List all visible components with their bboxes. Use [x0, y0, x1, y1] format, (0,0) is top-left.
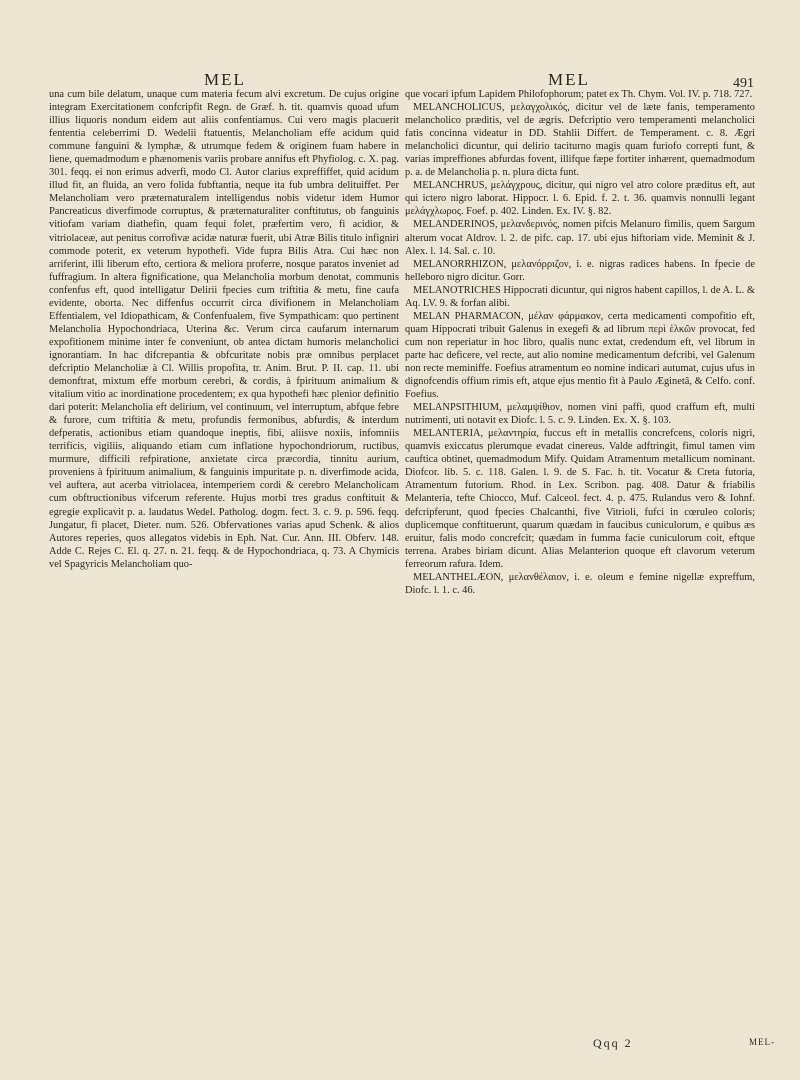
- paragraph: que vocari ipfum Lapidem Philofophorum; patet ex Th. Chym. Vol. IV. p. 718. 727.: [405, 89, 753, 100]
- right-column: [405, 88, 755, 597]
- dictionary-entry: MELANDERINOS, μελανδερινός, nomen pifcis Melanuro fimilis, quem Sargum alterum vocat Aldrov. l. 2. de pifc. cap. 17. ubi ejus hiftoriam vide. Meminit & J. Alex. l. 14. Sal. c. 10.: [405, 219, 755, 257]
- dictionary-entry: MELANPSITHIUM, μελαμψίθιον, nomen vini paffi, quod craffum eft, multi nutrimenti, uti notavit ex Diofc. l. 5. c. 9. Linden. Ex. X. §. 103.: [405, 402, 755, 427]
- dictionary-entry: MELAN PHARMACON, μέλαν φάρμακον, certa medicamenti compofitio eft, quam Hippocrati tribuit Galenus in exegefi & ad librum περὶ ἑλκῶν provocat, fed cum non reperiatur in hoc libro, qualis nunc extat, credendum eft, vel librum in parte hac deficere, vel recte, aut alio nomine medicamentum defcribi, vel Galenum non recte meminiffe. Foefius atramentum eo nomine indicari autumat, cujus ufus in dignofcendis offium rimis eft, atque ejus mentio fit à Paulo Æginetâ, & Celfo. conf. Foefius.: [405, 310, 755, 401]
- page-number: 491: [733, 76, 754, 91]
- dictionary-entry: MELANCHOLICUS, μελαγχολικός, dicitur vel de læte fanis, temperamento melancholico præditis, vel de ægris. Defcriptio vero temperamenti melancholici fatis concinna videatur in DD. Stahlii Differt. de Temperament. c. 8. Ægri melancholici dicuntur, qui delirio taciturno magis quam furiofo correpti funt, & varias impreffiones abfurdas fovent, illifque fæpe fortiter inhærent, quemadmodum p. a. de Melancholia p. n. plura dicta funt.: [405, 102, 755, 179]
- signature-mark: Qqq 2: [593, 1036, 633, 1050]
- page-footer: [405, 1036, 795, 1052]
- dictionary-entry: MELANTHELÆON, μελανθέλαιον, i. e. oleum e femine nigellæ expreffum, Diofc. l. 1. c. 46.: [405, 571, 755, 596]
- dictionary-entry: MELANCHRUS, μελάγχρους, dicitur, qui nigro vel atro colore præditus eft, aut qui ictero nigro laborat. Hippocr. l. 6. Epid. f. 2. t. 36. quamvis nonnulli legant μελάγχλωρος. Foef. p. 402. Linden. Ex. IV. §. 82.: [405, 180, 755, 218]
- catchword: MEL-: [749, 1037, 775, 1047]
- dictionary-entry: MELANTERIA, μελαντηρία, fuccus eft in metallis concrefcens, coloris nigri, quamvis exiccatus plerumque evadat cinereus. Valde adftringit, fimul tamen vim cauftica obtinet, quemadmodum Mify. Quidam Atramentum metallicum nominant. Diofcor. lib. 5. c. 118. Galen. l. 9. de S. Fac. h. tit. Vocatur & Creta futoria, Atramentum futorium. Rhod. in Lex. Scribon. pag. 408. Datur & friabilis Melanteria, tefte Chiocco, Muf. Calceol. fect. 4. p. 475. Rulandus vero & Iohnf. defcripferunt, quod fpecies Chalcanthi, five Vitrioli, fufci in cœruleo coloris; duplicemque conftituerunt, quarum quædam in faucibus cuniculorum, e quibus æs eruitur, falis modo concrefcit; quædam in fumma facie cuniculorum coit, eftque terrena. Arabes biriam dicunt. Alias Melanterion quoque eft clavorum veterum ferreorum rafura. Idem.: [405, 428, 755, 570]
- paragraph: una cum bile delatum, unaque cum materia fecum alvi excretum. De cujus origine integram Exercitationem confcripfit Regn. de Græf. h. tit. quamvis quoad ufum illius liquoris nondum eidem aut aliis confentiamus. Cui vero magis placuerit fententia celeberrimi D. Wedelii ftatuentis, Melancholiam effe acidum quid commune fanguini & lymphæ, & utrumque fedem & originem fuam habere in liene, quemadmodum e phænomenis variis probare annifus eft Phyfiolog. c. X. pag. 301. feqq. ei non erimus adverfi, modo Cl. Autor clarius expreffiffet, quid acidum illud fit, an fluida, an vero folida fubftantia, neque ita fub umbra delituiffet. Per Melancholiam vero præternaturalem intelligendus nobis videtur idem Humor Pancreaticus diverfimode corruptus, & præternaturaliter conftitutus, ob fanguinis vitiofam variam diathefin, quam fequi folet, præfertim vero, fi acidior, & vitriolaceæ, aut penitus corrofivæ acidæ naturæ fuerit, ubi Atræ Bilis titulo infigniri commode poterit, ex veterum hypothefi. Vide fupra Bilis Atra. Cui hæc non arriferint, illi liberum efto, certiora & meliora proferre, nosque paratos inveniet ad fuffragium. In altera fignificatione, qua Melancholia morbum denotat, communis confenfus eft, quod intelligatur Delirii fpecies cum triftitia & metu, fine caufa evidente, oborta. Nec diffenfus occurrit circa divifionem in Melancholiam Effentialem, vel Idiopathicam, & Confenfualem, five Sympathicam: quo pertinent Melancholia Hypochondriaca, Uterina &c. Verum circa caufarum internarum expofitionem minime inter fe conveniunt, ob antea dictam humoris melancholici ignorantiam. In hac difcrepantia & obfcuritate nobis præ omnibus perplacet defcriptio Melancholiæ à Cl. Willis propofita, tr. Anim. Brut. P. II. cap. 11. ubi demonftrat, mixtum effe morbum cerebri, & cordis, à fpirituum animalium & vitalium vitio ac inordinatione procedentem; ex qua hypothefi hæc plenior definitio dari poterit: Melancholia eft delirium, vel continuum, vel interruptum, abfque febre & furore, cum triftitia & metu, profundis fermonibus, abfurdis, & interdum defperatis, actionibus etiam quandoque ineptis, fibi, aliisve noxiis, infomniis terrificis, vigiliis, aliquando etiam cum inflatione hypochondriorum, ructibus, murmure, difficili refpiratione, anxietate circa præcordia, tinnitu aurium, proveniens à fpirituum animalium, & fanguinis impuritate p. n. diverfimode acida, vel auftera, aut acerba vitriolacea, intemperiem cordi & cerebro Melancholicam cum obftructionibus vifcerum referente. Hujus morbi tres gradus conftituit & egregie explicavit p. a. laudatus Wedel. Patholog. dogm. fect. 3. c. 9. p. 596. feqq. Jungatur, fi placet, Dieter. num. 526. Obfervationes varias apud Schenk. & alios Autores reperies, quos allegatos videbis in Eph. Nat. Cur. Ann. III. Obferv. 148. Adde C. Rejes C. El. q. 27. n. 21. feqq. & de Hypochondriaca, q. 73. A Chymicis vel Spagyricis Melancholiam quo-: [49, 89, 399, 570]
- running-head-left: MEL: [204, 70, 246, 89]
- dictionary-entry: MELANOTRICHES Hippocrati dicuntur, qui nigros habent capillos, l. de A. L. & Aq. LV. 9. & forfan alibi.: [405, 284, 755, 309]
- running-head-right: MEL: [548, 70, 590, 89]
- dictionary-entry: MELANORRHIZON, μελανόρριζον, i. e. nigras radices habens. In fpecie de helleboro nigro dicitur. Gorr.: [405, 258, 755, 283]
- left-column: [49, 88, 399, 571]
